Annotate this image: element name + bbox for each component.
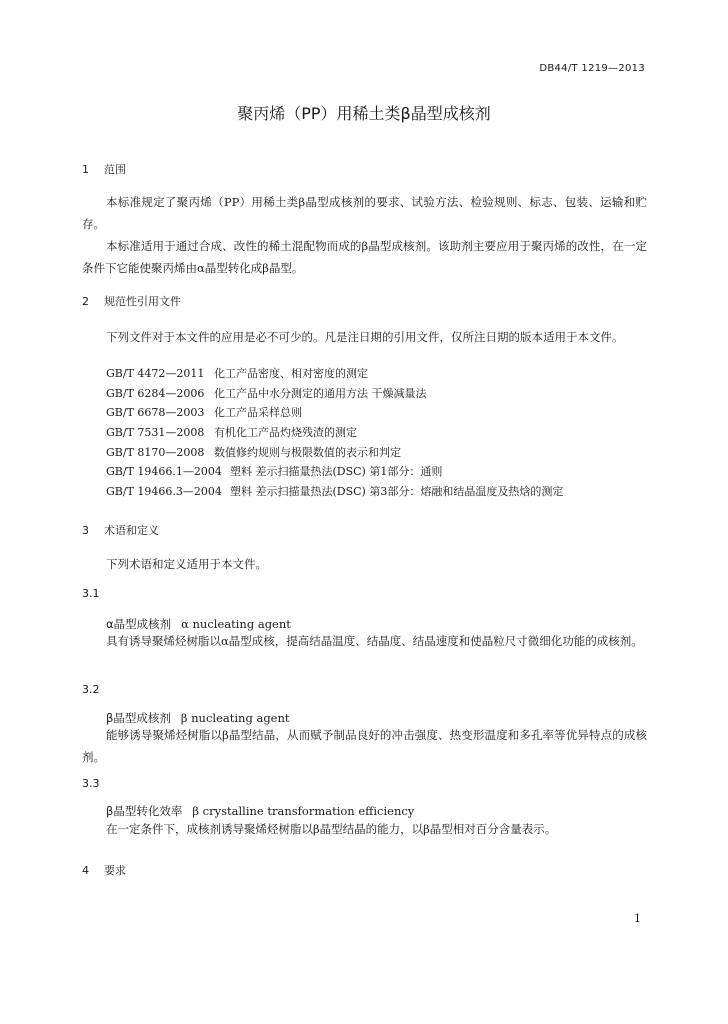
reference-code: GB/T 8170—2008	[106, 445, 205, 459]
reference-title: 有机化工产品灼烧残渣的测定	[214, 426, 357, 440]
term-name-zh: β晶型转化效率	[106, 804, 183, 818]
page-number: 1	[634, 912, 641, 925]
reference-title: 化工产品密度、相对密度的测定	[214, 367, 368, 380]
reference-title: 塑料 差示扫描量热法(DSC) 第1部分：通则	[230, 465, 443, 479]
section-3-intro: 下列术语和定义适用于本文件。	[106, 557, 267, 571]
section-1-paragraph: 本标准规定了聚丙烯（PP）用稀土类β晶型成核剂的要求、试验方法、检验规则、标志、包装、运输和贮存。	[82, 195, 647, 231]
reference-item	[106, 423, 563, 443]
reference-item	[106, 384, 563, 404]
term-number: 3.3	[82, 777, 100, 790]
section-4-heading	[82, 862, 126, 878]
standard-code: DB44/T 1219—2013	[539, 63, 645, 74]
reference-code: GB/T 19466.3—2004	[106, 485, 222, 499]
section-number: 1	[82, 163, 89, 176]
section-3-heading	[82, 522, 159, 538]
reference-title: 化工产品采样总则	[214, 406, 302, 420]
reference-list	[106, 364, 563, 502]
section-number: 4	[82, 864, 89, 877]
section-2-intro: 下列文件对于本文件的应用是必不可少的。凡是注日期的引用文件，仅所注日期的版本适用于本文件。	[106, 330, 624, 344]
reference-title: 化工产品中水分测定的通用方法 干燥减量法	[214, 386, 427, 400]
reference-item	[106, 462, 563, 482]
term-name-en: β crystalline transformation efficiency	[192, 804, 415, 818]
term-name-zh: α晶型成核剂	[106, 617, 172, 631]
reference-item	[106, 403, 563, 423]
term-number: 3.2	[82, 683, 100, 696]
section-title: 范围	[104, 163, 126, 176]
section-number: 3	[82, 524, 89, 537]
reference-code: GB/T 7531—2008	[106, 426, 205, 440]
reference-item	[106, 443, 563, 463]
reference-code: GB/T 6284—2006	[106, 386, 205, 400]
reference-title: 数值修约规则与极限数值的表示和判定	[214, 445, 401, 459]
term-name-en: β nucleating agent	[180, 711, 290, 725]
reference-title: 塑料 差示扫描量热法(DSC) 第3部分：熔融和结晶温度及热焓的测定	[230, 485, 564, 499]
reference-code: GB/T 4472—2011	[106, 367, 205, 380]
section-title: 规范性引用文件	[104, 295, 181, 308]
term-name	[106, 803, 414, 819]
reference-code: GB/T 6678—2003	[106, 406, 205, 420]
term-definition: 能够诱导聚烯烃树脂以β晶型结晶，从而赋予制品良好的冲击强度、热变形温度和多孔率等优异特点的成核剂。	[82, 728, 647, 764]
reference-item	[106, 364, 563, 384]
term-name-en: α nucleating agent	[181, 617, 291, 631]
section-title: 术语和定义	[104, 524, 159, 537]
section-1-paragraph: 本标准适用于通过合成、改性的稀土混配物而成的β晶型成核剂。该助剂主要应用于聚丙烯的改性，在一定条件下它能使聚丙烯由α晶型转化成β晶型。	[82, 239, 647, 275]
section-2-heading	[82, 293, 181, 309]
document-title: 聚丙烯（PP）用稀土类β晶型成核剂	[237, 104, 491, 123]
term-name-zh: β晶型成核剂	[106, 711, 171, 725]
section-number: 2	[82, 295, 89, 308]
term-definition: 具有诱导聚烯烃树脂以α晶型成核，提高结晶温度、结晶度、结晶速度和使晶粒尺寸微细化功能的成核剂。	[106, 634, 643, 648]
section-1-heading	[82, 161, 126, 177]
section-title: 要求	[104, 864, 126, 877]
term-definition: 在一定条件下，成核剂诱导聚烯烃树脂以β晶型结晶的能力，以β晶型相对百分含量表示。	[106, 822, 557, 836]
reference-item	[106, 482, 563, 502]
term-number: 3.1	[82, 587, 100, 600]
reference-code: GB/T 19466.1—2004	[106, 465, 222, 479]
